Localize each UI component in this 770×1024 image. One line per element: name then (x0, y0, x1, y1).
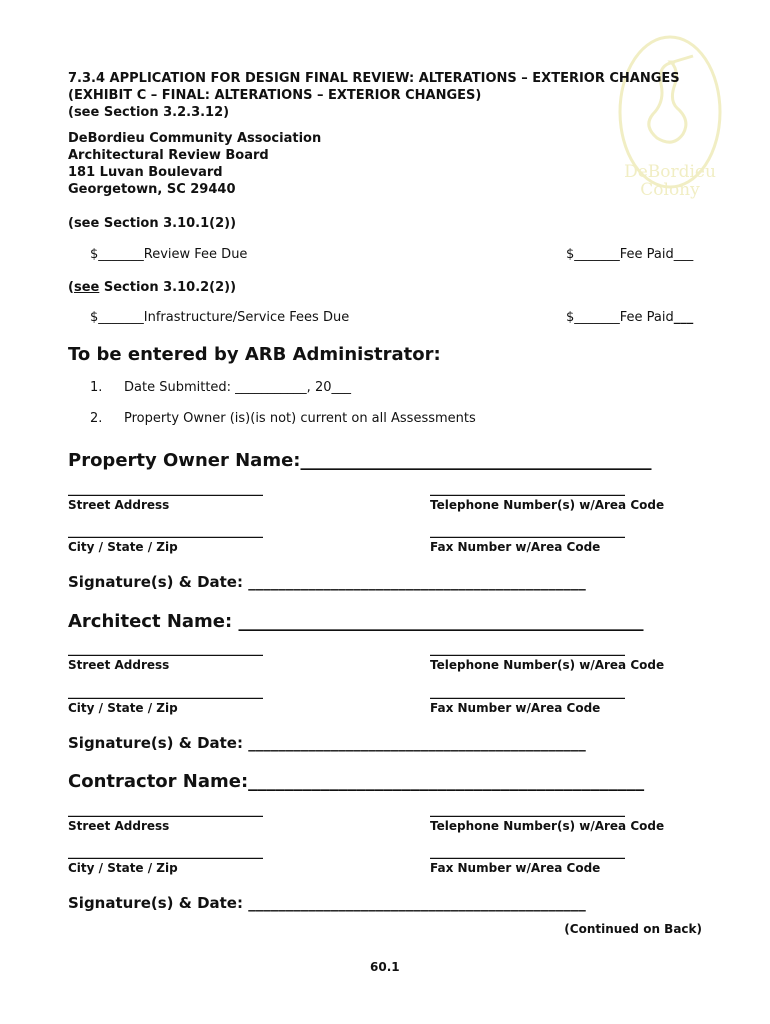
owner-signature: Signature(s) & Date: _____________________________________________ (68, 573, 586, 591)
contractor-street-label: Street Address (68, 819, 170, 833)
heron-logo-icon (615, 32, 725, 202)
infrastructure-fee-due: $_______Infrastructure/Service Fees Due (90, 310, 350, 325)
architect-fax-line: ______________________________ (430, 685, 625, 700)
owner-street-line: ______________________________ (68, 482, 263, 497)
review-fee-due: $_______Review Fee Due (90, 247, 248, 262)
form-title-line2: (EXHIBIT C – FINAL: ALTERATIONS – EXTERIOR CHANGES) (68, 88, 482, 103)
architect-street-label: Street Address (68, 658, 170, 672)
owner-phone-label: Telephone Number(s) w/Area Code (430, 498, 665, 512)
architect-phone-label: Telephone Number(s) w/Area Code (430, 658, 665, 672)
owner-city-line: ______________________________ (68, 524, 263, 539)
contractor-name-label: Contractor Name:____________________________________________ (68, 771, 645, 792)
owner-phone-line: ______________________________ (430, 482, 625, 497)
fee-paid-1: $_______Fee Paid___ (566, 247, 694, 262)
contractor-street-line: ______________________________ (68, 803, 263, 818)
svg-text:DeBordieu: DeBordieu (624, 162, 716, 182)
city-address: Georgetown, SC 29440 (68, 182, 236, 197)
fee-section-1: (see Section 3.10.1(2)) (68, 216, 237, 231)
owner-street-label: Street Address (68, 498, 170, 512)
architect-city-line: ______________________________ (68, 685, 263, 700)
owner-fax-label: Fax Number w/Area Code (430, 540, 601, 554)
architect-city-label: City / State / Zip (68, 701, 178, 715)
contractor-city-label: City / State / Zip (68, 861, 178, 875)
architect-signature: Signature(s) & Date: _____________________________________________ (68, 734, 586, 752)
form-title-line3: (see Section 3.2.3.12) (68, 105, 230, 120)
board-name: Architectural Review Board (68, 148, 269, 163)
architect-fax-label: Fax Number w/Area Code (430, 701, 601, 715)
form-title-line1: 7.3.4 APPLICATION FOR DESIGN FINAL REVIEW: ALTERATIONS – EXTERIOR CHANGES (68, 71, 680, 86)
fee-paid-2: $_______Fee Paid___ (566, 310, 694, 325)
assessment-status: Property Owner (is)(is not) current on all Assessments (124, 411, 476, 426)
owner-city-label: City / State / Zip (68, 540, 178, 554)
svg-text:Colony: Colony (640, 180, 700, 200)
admin-heading: To be entered by ARB Administrator: (68, 344, 441, 365)
date-submitted: Date Submitted: ___________, 20___ (124, 380, 351, 395)
architect-name-label: Architect Name: _____________________________________________ (68, 611, 644, 632)
admin-item-1-number: 1. (90, 380, 103, 395)
architect-phone-line: ______________________________ (430, 642, 625, 657)
page-number: 60.1 (370, 960, 400, 974)
owner-fax-line: ______________________________ (430, 524, 625, 539)
contractor-signature: Signature(s) & Date: _____________________________________________ (68, 894, 586, 912)
contractor-phone-label: Telephone Number(s) w/Area Code (430, 819, 665, 833)
street-address: 181 Luvan Boulevard (68, 165, 223, 180)
contractor-city-line: ______________________________ (68, 845, 263, 860)
architect-street-line: ______________________________ (68, 642, 263, 657)
fee-section-2: (see Section 3.10.2(2)) (68, 280, 237, 295)
admin-item-2-number: 2. (90, 411, 103, 426)
contractor-phone-line: ______________________________ (430, 803, 625, 818)
continued-note: (Continued on Back) (564, 922, 702, 936)
contractor-fax-line: ______________________________ (430, 845, 625, 860)
contractor-fax-label: Fax Number w/Area Code (430, 861, 601, 875)
owner-name-label: Property Owner Name:_______________________________________ (68, 450, 652, 471)
org-name: DeBordieu Community Association (68, 131, 322, 146)
